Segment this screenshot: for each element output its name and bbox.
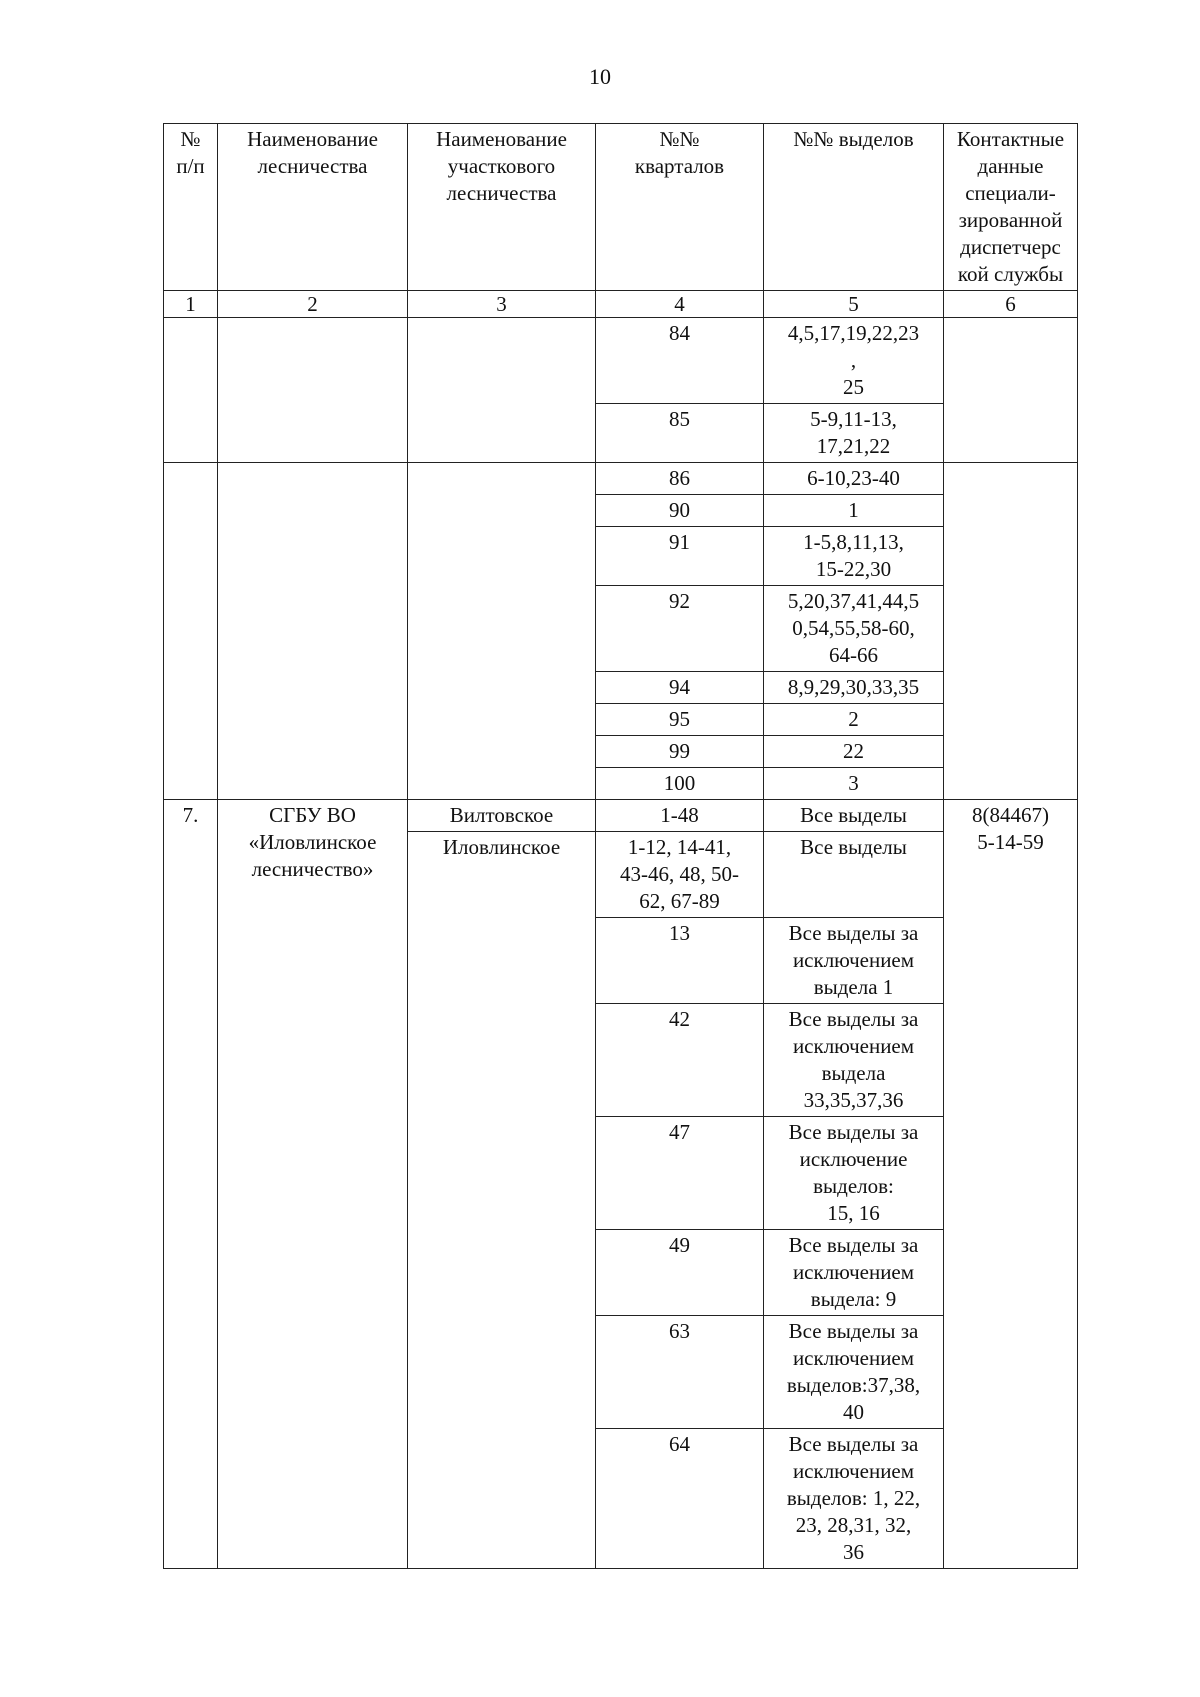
plots-cell: 5,20,37,41,44,5 0,54,55,58-60, 64-66 bbox=[764, 586, 944, 672]
header-forestry: Наименование лесничества bbox=[218, 124, 408, 291]
plots-cell: 1-5,8,11,13, 15-22,30 bbox=[764, 527, 944, 586]
plots-cell: 4,5,17,19,22,23 , 25 bbox=[764, 318, 944, 404]
plots-cell: 1 bbox=[764, 495, 944, 527]
quarter-cell: 85 bbox=[596, 404, 764, 463]
quarter-cell: 1-48 bbox=[596, 800, 764, 832]
district-cell: Вилтовское bbox=[408, 800, 596, 832]
forestry-table bbox=[163, 123, 1078, 1569]
quarter-cell: 63 bbox=[596, 1316, 764, 1429]
column-number: 3 bbox=[408, 291, 596, 318]
quarter-cell: 92 bbox=[596, 586, 764, 672]
quarter-cell: 49 bbox=[596, 1230, 764, 1316]
quarter-cell: 84 bbox=[596, 318, 764, 404]
contacts-cell: 8(84467) 5-14-59 bbox=[944, 800, 1078, 1569]
quarter-cell: 1-12, 14-41, 43-46, 48, 50- 62, 67-89 bbox=[596, 832, 764, 918]
quarter-cell: 94 bbox=[596, 672, 764, 704]
quarter-cell: 86 bbox=[596, 463, 764, 495]
column-number: 1 bbox=[164, 291, 218, 318]
table-row bbox=[164, 800, 1078, 832]
empty-cell bbox=[408, 463, 596, 800]
empty-cell bbox=[164, 463, 218, 800]
plots-cell: Все выделы за исключением выделов:37,38, 40 bbox=[764, 1316, 944, 1429]
plots-cell: 8,9,29,30,33,35 bbox=[764, 672, 944, 704]
table-row bbox=[164, 318, 1078, 404]
empty-cell bbox=[408, 318, 596, 463]
header-num: № п/п bbox=[164, 124, 218, 291]
plots-cell: 3 bbox=[764, 768, 944, 800]
plots-cell: 2 bbox=[764, 704, 944, 736]
plots-cell: Все выделы bbox=[764, 800, 944, 832]
page-number: 10 bbox=[589, 64, 611, 89]
forestry-name-cell: СГБУ ВО «Иловлинское лесничество» bbox=[218, 800, 408, 1569]
column-number: 2 bbox=[218, 291, 408, 318]
quarter-cell: 100 bbox=[596, 768, 764, 800]
empty-cell bbox=[218, 318, 408, 463]
plots-cell: Все выделы за исключением выдела: 9 bbox=[764, 1230, 944, 1316]
plots-cell: Все выделы за исключением выдела 1 bbox=[764, 918, 944, 1004]
empty-cell bbox=[944, 463, 1078, 800]
plots-cell: Все выделы за исключение выделов: 15, 16 bbox=[764, 1117, 944, 1230]
header-contacts: Контактные данные специали- зированной диспетчерс кой службы bbox=[944, 124, 1078, 291]
column-number: 5 bbox=[764, 291, 944, 318]
quarter-cell: 99 bbox=[596, 736, 764, 768]
empty-cell bbox=[164, 318, 218, 463]
quarter-cell: 42 bbox=[596, 1004, 764, 1117]
plots-cell: Все выделы за исключением выдела 33,35,37,36 bbox=[764, 1004, 944, 1117]
row-number-cell: 7. bbox=[164, 800, 218, 1569]
empty-cell bbox=[944, 318, 1078, 463]
quarter-cell: 95 bbox=[596, 704, 764, 736]
district-cell: Иловлинское bbox=[408, 832, 596, 1569]
header-quarters: №№ кварталов bbox=[596, 124, 764, 291]
empty-cell bbox=[218, 463, 408, 800]
quarter-cell: 90 bbox=[596, 495, 764, 527]
plots-cell: 6-10,23-40 bbox=[764, 463, 944, 495]
header-plots: №№ выделов bbox=[764, 124, 944, 291]
column-number: 4 bbox=[596, 291, 764, 318]
plots-cell: 22 bbox=[764, 736, 944, 768]
plots-cell: Все выделы bbox=[764, 832, 944, 918]
plots-cell: Все выделы за исключением выделов: 1, 22, 23, 28,31, 32, 36 bbox=[764, 1429, 944, 1569]
quarter-cell: 13 bbox=[596, 918, 764, 1004]
quarter-cell: 64 bbox=[596, 1429, 764, 1569]
header-row bbox=[164, 124, 1078, 291]
plots-cell: 5-9,11-13, 17,21,22 bbox=[764, 404, 944, 463]
header-district: Наименование участкового лесничества bbox=[408, 124, 596, 291]
table-row bbox=[164, 463, 1078, 495]
column-number: 6 bbox=[944, 291, 1078, 318]
column-number-row bbox=[164, 291, 1078, 318]
quarter-cell: 47 bbox=[596, 1117, 764, 1230]
quarter-cell: 91 bbox=[596, 527, 764, 586]
